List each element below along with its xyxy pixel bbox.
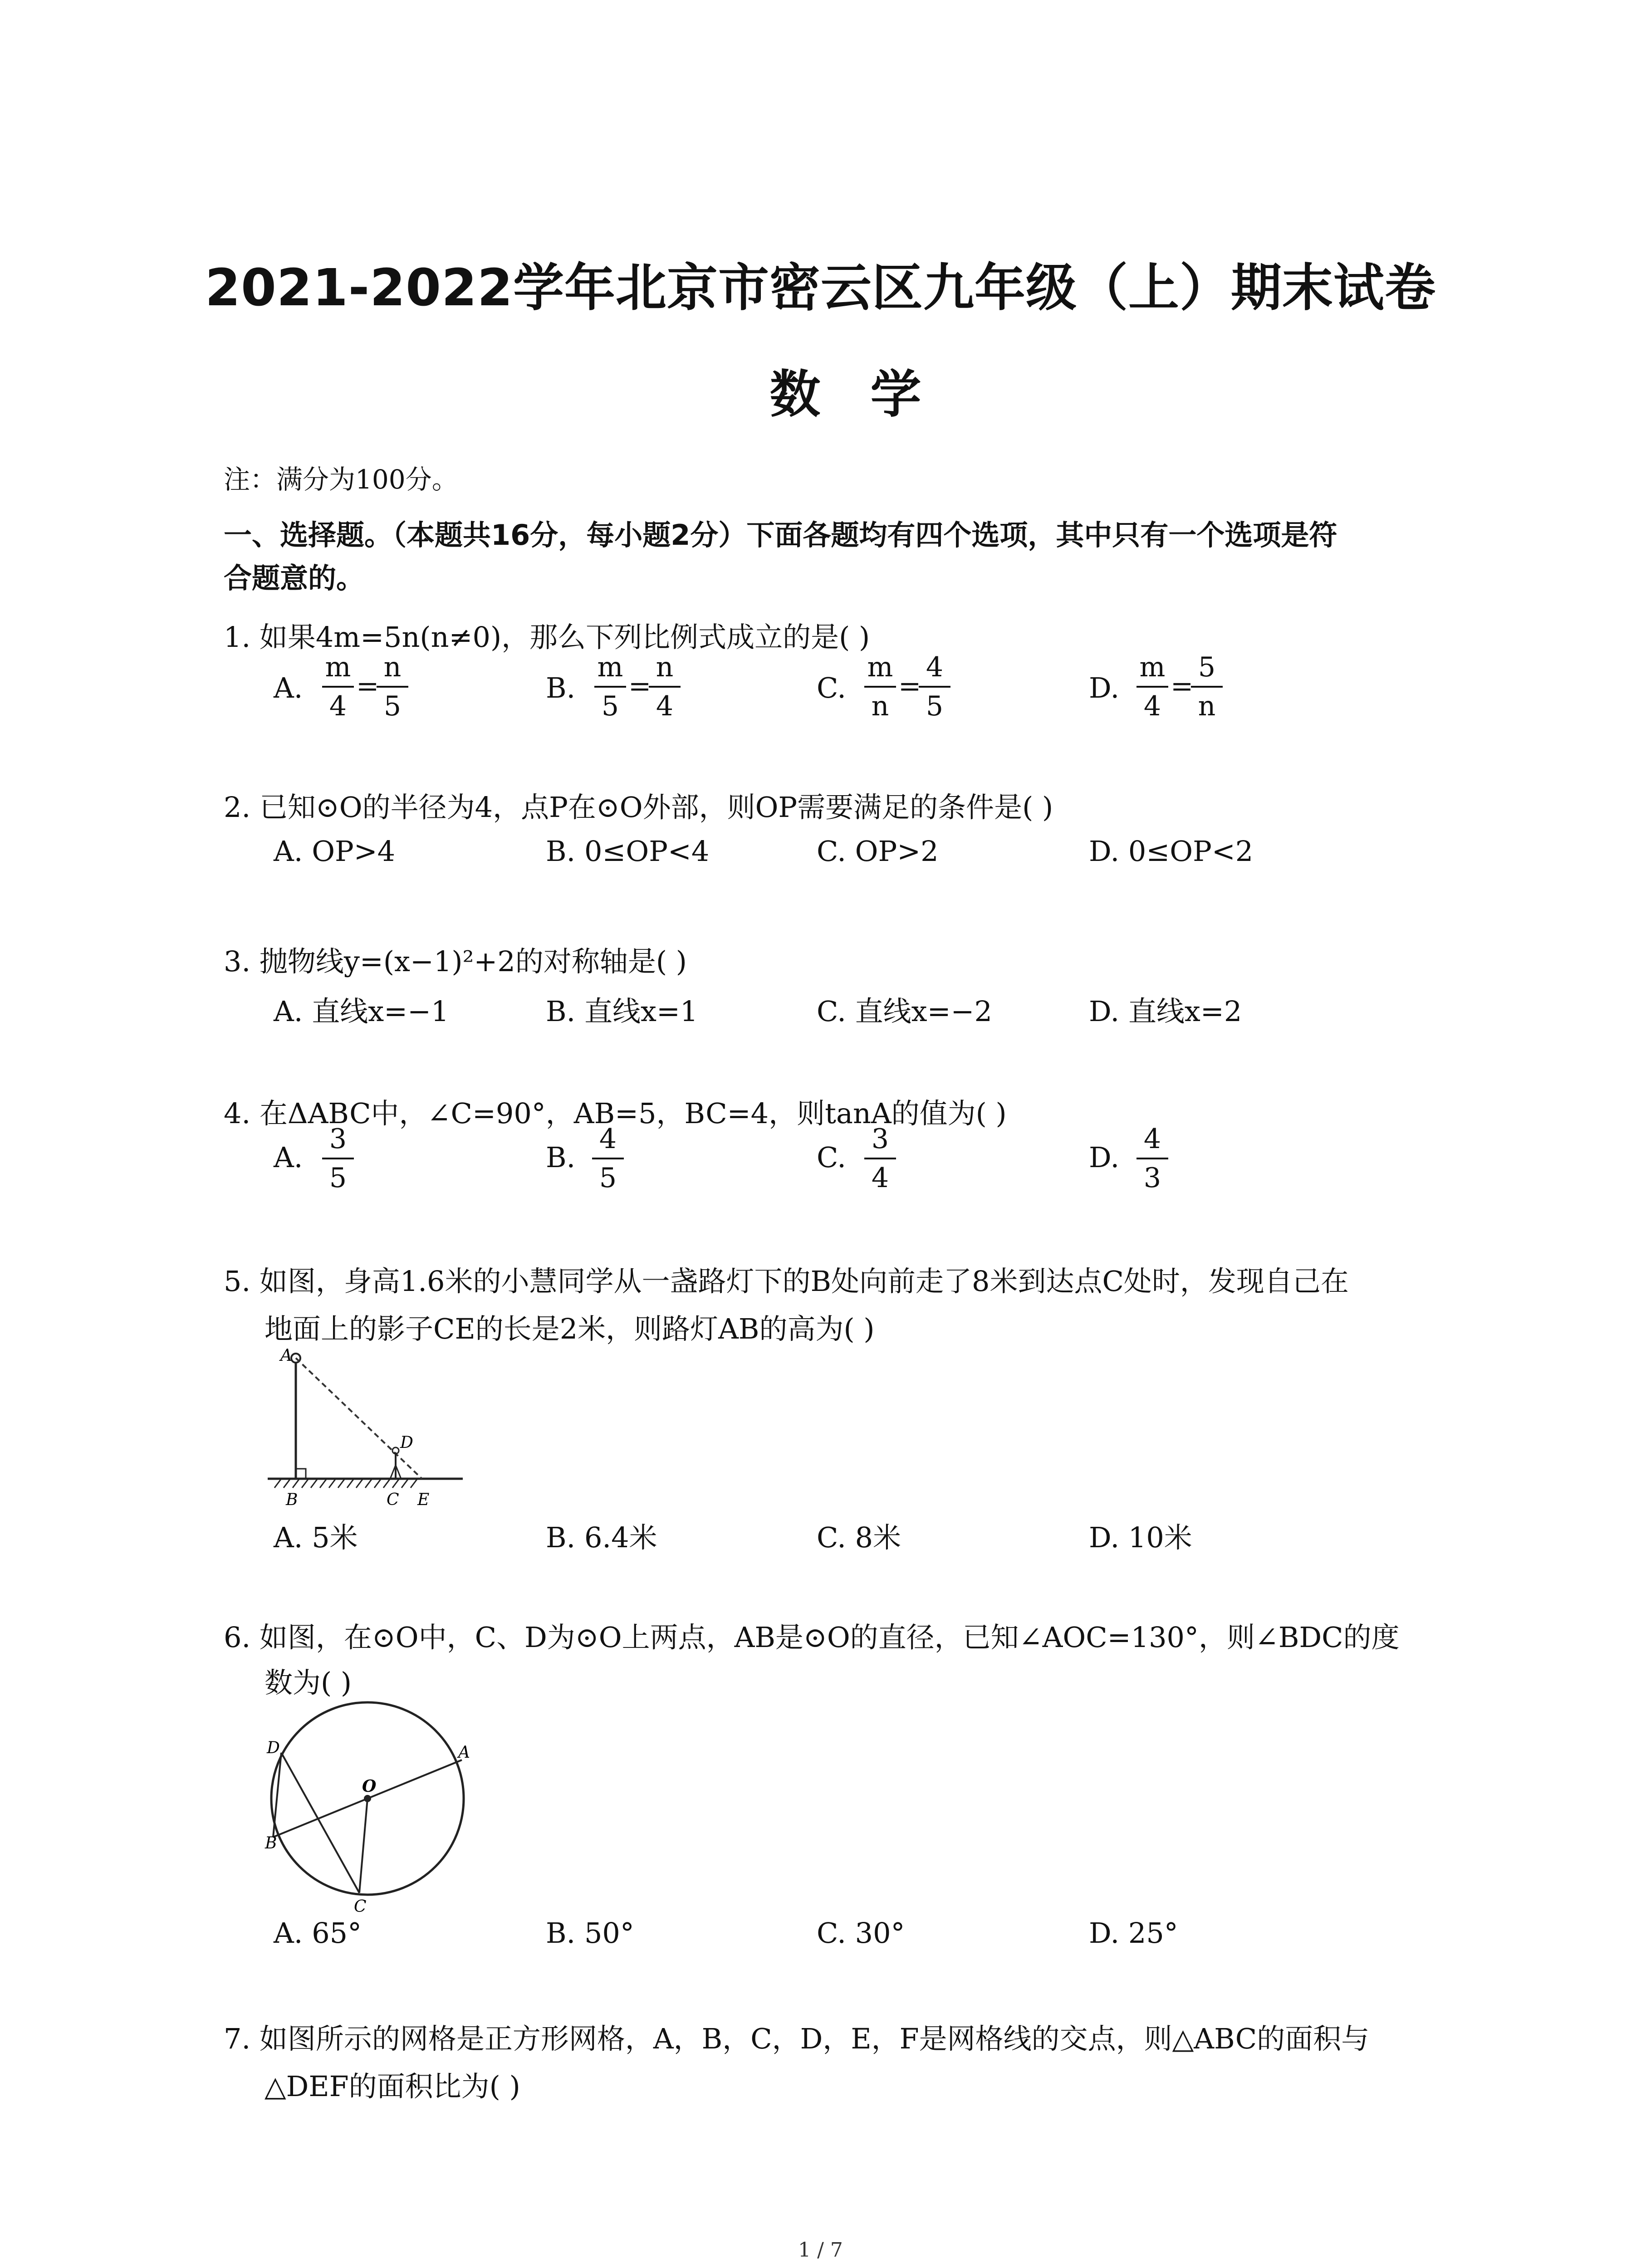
q5-label-d: D <box>400 1433 413 1452</box>
q5-option-d: D. 10米 <box>1089 1521 1192 1554</box>
q1-a-den1: 4 <box>329 690 347 722</box>
question-3-stem: 3. 抛物线y=(x−1)²+2的对称轴是( ) <box>224 945 687 978</box>
question-4-stem: 4. 在ΔABC中，∠C=90°，AB=5，BC=4，则tanA的值为( ) <box>224 1097 1007 1130</box>
q4-b-num: 4 <box>599 1123 617 1155</box>
q6-label-o: O <box>362 1777 377 1796</box>
question-1-stem: 1. 如果4m=5n(n≠0)，那么下列比例式成立的是( ) <box>224 621 870 654</box>
q5-label-e: E <box>417 1491 430 1509</box>
q4-option-d-label: D. <box>1089 1141 1120 1174</box>
q1-d-den1: 4 <box>1143 690 1161 722</box>
q4-option-d-frac <box>1136 1120 1168 1197</box>
q1-b-equals: = <box>628 670 652 702</box>
q1-d-num1: m <box>1139 651 1166 683</box>
q6-label-d: D <box>267 1739 280 1757</box>
q4-option-c-frac <box>864 1120 896 1197</box>
q1-a-num1: m <box>325 651 351 683</box>
q1-option-b-frac2 <box>649 649 681 725</box>
q1-option-d-label: D. <box>1089 671 1120 704</box>
section-heading-line2: 合题意的。 <box>224 562 365 595</box>
q3-option-b: B. 直线x=1 <box>546 995 698 1028</box>
q6-label-b: B <box>265 1834 277 1853</box>
question-2-stem: 2. 已知⊙O的半径为4，点P在⊙O外部，则OP需要满足的条件是( ) <box>224 791 1053 824</box>
q2-option-a: A. OP>4 <box>274 835 396 868</box>
q6-label-a: A <box>458 1743 470 1762</box>
q2-option-b: B. 0≤OP<4 <box>546 835 710 868</box>
page-title: 2021-2022学年北京市密云区九年级（上）期末试卷 <box>205 259 1436 318</box>
q4-b-den: 5 <box>599 1162 617 1194</box>
score-note: 注：满分为100分。 <box>224 464 458 495</box>
q4-option-b-frac <box>592 1120 624 1197</box>
q5-option-b: B. 6.4米 <box>546 1521 657 1554</box>
q3-option-d: D. 直线x=2 <box>1089 995 1242 1028</box>
q1-option-b-label: B. <box>546 671 576 704</box>
q1-a-equals: = <box>356 670 379 702</box>
question-6-stem-line1: 6. 如图，在⊙O中，C、D为⊙O上两点，AB是⊙O的直径，已知∠AOC=130°，则∠BDC的度 <box>224 1621 1400 1654</box>
q3-option-c: C. 直线x=−2 <box>817 995 992 1028</box>
q1-option-c-label: C. <box>817 671 846 704</box>
q1-option-a-label: A. <box>274 671 303 704</box>
q1-c-den2: 5 <box>926 690 944 722</box>
q1-d-den2: n <box>1198 690 1216 722</box>
q6-label-c: C <box>354 1897 367 1914</box>
q4-a-num: 3 <box>329 1123 347 1155</box>
q4-d-num: 4 <box>1143 1123 1161 1155</box>
q4-option-c-label: C. <box>817 1141 846 1174</box>
q1-b-den1: 5 <box>601 690 619 722</box>
q4-option-a-frac <box>322 1120 354 1197</box>
q6-circle-figure <box>259 1696 476 1914</box>
q5-label-c: C <box>387 1491 399 1509</box>
q1-c-equals: = <box>898 670 921 702</box>
q1-option-c-frac1 <box>864 649 896 725</box>
question-7-stem-line1: 7. 如图所示的网格是正方形网格，A，B，C，D，E，F是网格线的交点，则△ABC的面积与 <box>224 2022 1370 2055</box>
section-heading-line1: 一、选择题。（本题共16分，每小题2分）下面各题均有四个选项，其中只有一个选项是符 <box>224 518 1337 552</box>
q4-option-a-label: A. <box>274 1141 303 1174</box>
q3-option-a: A. 直线x=−1 <box>274 995 449 1028</box>
q1-option-a-frac2 <box>377 649 408 725</box>
q1-c-num1: m <box>867 651 893 683</box>
q1-option-d-frac2 <box>1191 649 1223 725</box>
q1-c-num2: 4 <box>926 651 944 683</box>
q6-option-c: C. 30° <box>817 1916 905 1950</box>
q6-option-d: D. 25° <box>1089 1916 1178 1950</box>
q1-option-a-frac1 <box>322 649 354 725</box>
q4-a-den: 5 <box>329 1162 347 1194</box>
question-5-stem-line2: 地面上的影子CE的长是2米，则路灯AB的高为( ) <box>265 1312 875 1345</box>
q4-d-den: 3 <box>1143 1162 1161 1194</box>
q1-option-b-frac1 <box>594 649 626 725</box>
q1-a-num2: n <box>383 651 402 683</box>
q5-option-a: A. 5米 <box>274 1521 358 1554</box>
q5-label-a: A <box>280 1347 292 1365</box>
q1-b-den2: 4 <box>656 690 674 722</box>
q5-option-c: C. 8米 <box>817 1521 901 1554</box>
q1-c-den1: n <box>871 690 889 722</box>
page-number: 1 / 7 <box>798 2239 843 2262</box>
q2-option-d: D. 0≤OP<2 <box>1089 835 1254 868</box>
question-6-stem-line2: 数为( ) <box>265 1666 352 1699</box>
q4-option-b-label: B. <box>546 1141 576 1174</box>
q6-option-b: B. 50° <box>546 1916 634 1950</box>
question-5-stem-line1: 5. 如图，身高1.6米的小慧同学从一盏路灯下的B处向前走了8米到达点C处时，发现自己在 <box>224 1265 1349 1298</box>
question-7-stem-line2: △DEF的面积比为( ) <box>265 2070 520 2103</box>
q6-option-a: A. 65° <box>274 1916 362 1950</box>
q5-label-b: B <box>286 1491 298 1509</box>
q1-option-d-frac1 <box>1136 649 1168 725</box>
page-subtitle: 数学 <box>769 365 971 424</box>
q2-option-c: C. OP>2 <box>817 835 939 868</box>
q1-option-c-frac2 <box>919 649 950 725</box>
q5-streetlight-figure <box>263 1347 472 1515</box>
q4-c-den: 4 <box>871 1162 889 1194</box>
q1-b-num1: m <box>597 651 623 683</box>
q4-c-num: 3 <box>871 1123 889 1155</box>
q1-b-num2: n <box>656 651 674 683</box>
q1-d-num2: 5 <box>1198 651 1216 683</box>
q1-d-equals: = <box>1171 670 1194 702</box>
q1-a-den2: 5 <box>383 690 402 722</box>
